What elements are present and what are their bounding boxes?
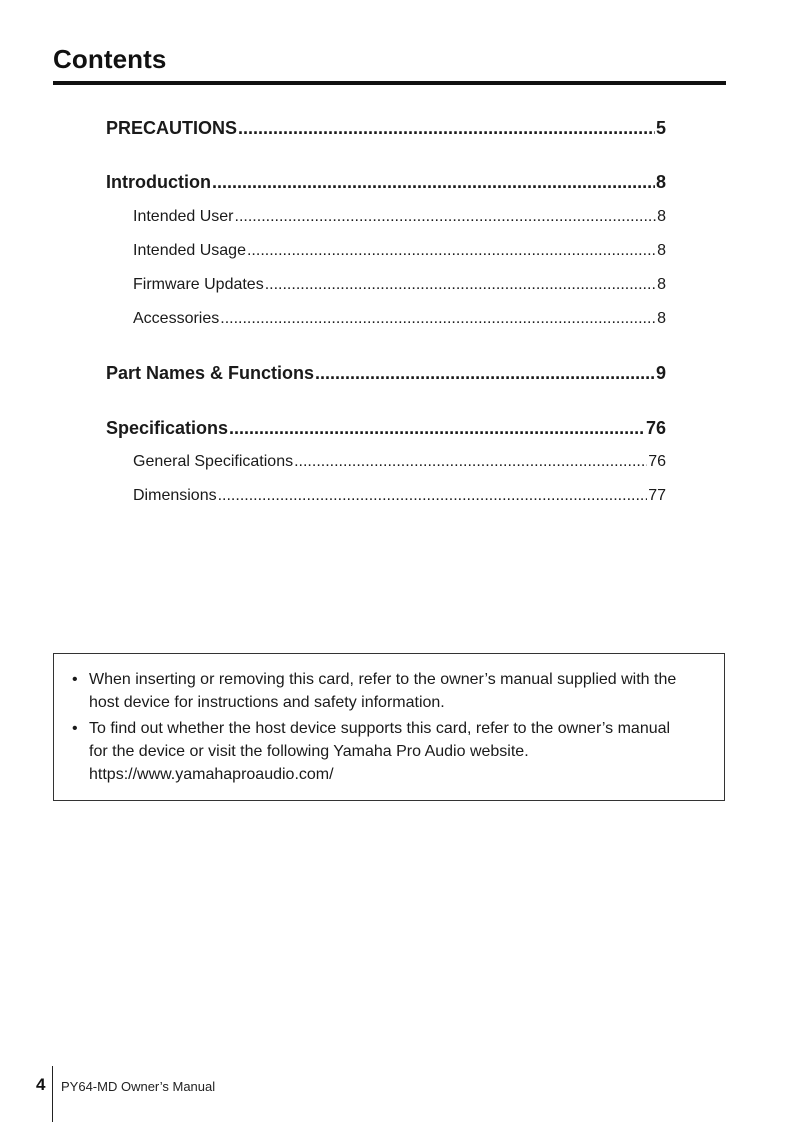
bullet-icon: • <box>72 720 78 737</box>
bullet-icon: • <box>72 671 78 688</box>
toc-entry-intended-user[interactable] <box>133 208 666 226</box>
dot-leader <box>229 418 645 439</box>
toc-entry-page: 8 <box>657 310 666 327</box>
toc-entry-page: 76 <box>648 453 666 470</box>
toc-entry-label: Specifications <box>106 418 229 438</box>
toc-entry-specifications[interactable] <box>106 418 666 439</box>
toc-entry-precautions[interactable] <box>106 118 666 139</box>
website-url[interactable]: https://www.yamahaproaudio.com/ <box>89 766 334 783</box>
toc-entry-dimensions[interactable] <box>133 487 666 505</box>
dot-leader <box>315 363 655 384</box>
dot-leader <box>218 487 648 505</box>
toc-entry-firmware-updates[interactable] <box>133 276 666 294</box>
note-item <box>70 668 710 714</box>
toc-entry-page: 8 <box>655 172 666 192</box>
toc-entry-general-specifications[interactable] <box>133 453 666 471</box>
footer-divider <box>52 1066 53 1122</box>
toc-entry-page: 76 <box>645 418 666 438</box>
dot-leader <box>212 172 655 193</box>
toc-entry-part-names-functions[interactable] <box>106 363 666 384</box>
toc-entry-label: General Specifications <box>133 453 294 470</box>
page-footer <box>0 1066 791 1122</box>
toc-entry-label: Firmware Updates <box>133 276 264 293</box>
toc-entry-label: Part Names & Functions <box>106 363 315 383</box>
toc-entry-introduction[interactable] <box>106 172 666 193</box>
footer-document-title: PY64-MD Owner’s Manual <box>61 1079 216 1094</box>
toc-entry-page: 77 <box>648 487 666 504</box>
toc-entry-label: Accessories <box>133 310 220 327</box>
toc-entry-page: 9 <box>655 363 666 383</box>
toc-entry-label: Intended User <box>133 208 234 225</box>
toc-entry-page: 8 <box>657 208 666 225</box>
footer-page-number: 4 <box>36 1075 46 1094</box>
toc-entry-label: PRECAUTIONS <box>106 118 238 138</box>
note-item <box>70 717 710 786</box>
toc-entry-accessories[interactable] <box>133 310 666 328</box>
toc-entry-label: Dimensions <box>133 487 217 504</box>
dot-leader <box>220 310 656 328</box>
toc-entry-label: Introduction <box>106 172 211 192</box>
note-list <box>70 668 710 789</box>
note-box <box>53 653 725 801</box>
note-line: host device for instructions and safety information. <box>89 694 445 711</box>
title-rule <box>53 81 726 85</box>
note-line: To find out whether the host device supports this card, refer to the owner’s manual <box>89 720 671 737</box>
dot-leader <box>294 453 647 471</box>
toc-entry-page: 8 <box>657 276 666 293</box>
toc-entry-intended-usage[interactable] <box>133 242 666 260</box>
note-line: When inserting or removing this card, refer to the owner’s manual supplied with the <box>89 671 677 688</box>
dot-leader <box>235 208 657 226</box>
toc-entry-page: 5 <box>655 118 666 138</box>
dot-leader <box>238 118 655 139</box>
toc-entry-label: Intended Usage <box>133 242 246 259</box>
page-title: Contents <box>53 44 167 74</box>
toc-entry-page: 8 <box>657 242 666 259</box>
dot-leader <box>265 276 656 294</box>
note-line: for the device or visit the following Yamaha Pro Audio website. <box>89 743 529 760</box>
dot-leader <box>247 242 656 260</box>
